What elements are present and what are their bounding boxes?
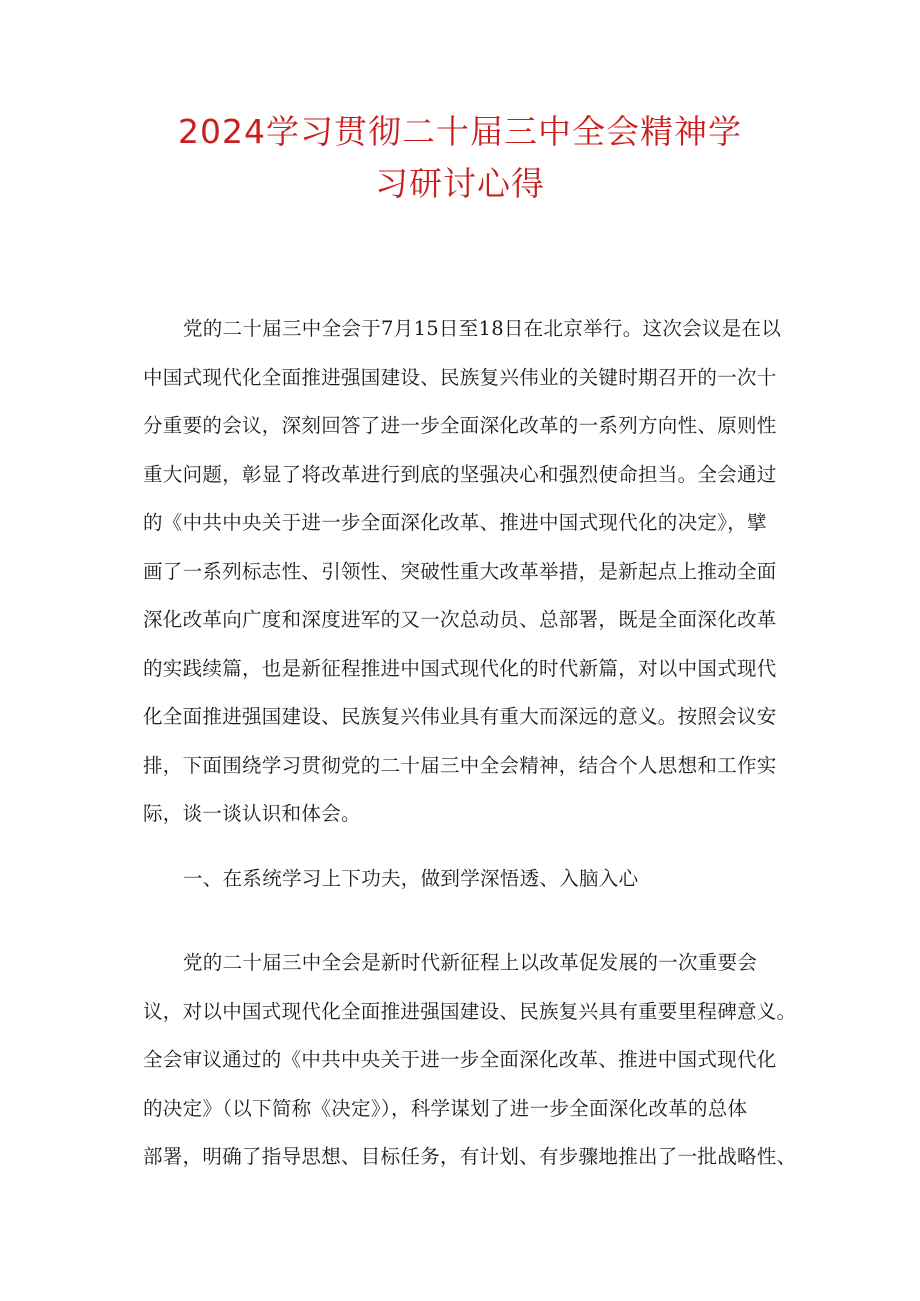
paragraph-line: 排，下面围绕学习贯彻党的二十届三中全会精神，结合个人思想和工作实	[143, 753, 777, 777]
title-line-1: 2024学习贯彻二十届三中全会精神学	[178, 112, 742, 151]
paragraph-line: 的决定》（以下简称《决定》），科学谋划了进一步全面深化改革的总体	[143, 1096, 748, 1120]
paragraph-line: 际，谈一谈认识和体会。	[143, 802, 361, 825]
paragraph-line: 深化改革向广度和深度进军的又一次总动员、总部署，既是全面深化改革	[143, 608, 777, 631]
paragraph-line: 重大问题，彰显了将改革进行到底的坚强决心和强烈使命担当。全会通过	[143, 462, 777, 486]
paragraph-line: 全会审议通过的《中共中央关于进一步全面深化改革、推进中国式现代化	[143, 1048, 777, 1071]
paragraph-line: 议，对以中国式现代化全面推进强国建设、民族复兴具有重要里程碑意义。	[143, 999, 797, 1023]
section-heading-1	[143, 855, 783, 904]
paragraph-line: 党的二十届三中全会是新时代新征程上以改革促发展的一次重要会	[183, 951, 758, 974]
paragraph-line: 党的二十届三中全会于7月15日至18日在北京举行。这次会议是在以	[183, 317, 782, 340]
section-heading-text: 一、在系统学习上下功夫，做到学深悟透、入脑入心	[183, 867, 639, 890]
paragraph-line: 部署，明确了指导思想、目标任务，有计划、有步骤地推出了一批战略性、	[143, 1145, 797, 1168]
paragraph-line: 的实践续篇，也是新征程推进中国式现代化的时代新篇，对以中国式现代	[143, 656, 777, 680]
paragraph-line: 的《中共中央关于进一步全面深化改革、推进中国式现代化的决定》，擘	[143, 511, 767, 534]
paragraph-intro	[143, 305, 783, 839]
document-title	[90, 106, 830, 210]
title-line-2: 习研讨心得	[375, 164, 545, 203]
paragraph-line: 画了一系列标志性、引领性、突破性重大改革举措，是新起点上推动全面	[143, 559, 777, 583]
paragraph-line: 化全面推进强国建设、民族复兴伟业具有重大而深远的意义。按照会议安	[143, 705, 777, 728]
paragraph-line: 分重要的会议，深刻回答了进一步全面深化改革的一系列方向性、原则性	[143, 414, 777, 437]
paragraph-section-1	[143, 939, 797, 1182]
paragraph-line: 中国式现代化全面推进强国建设、民族复兴伟业的关键时期召开的一次十	[143, 365, 777, 389]
